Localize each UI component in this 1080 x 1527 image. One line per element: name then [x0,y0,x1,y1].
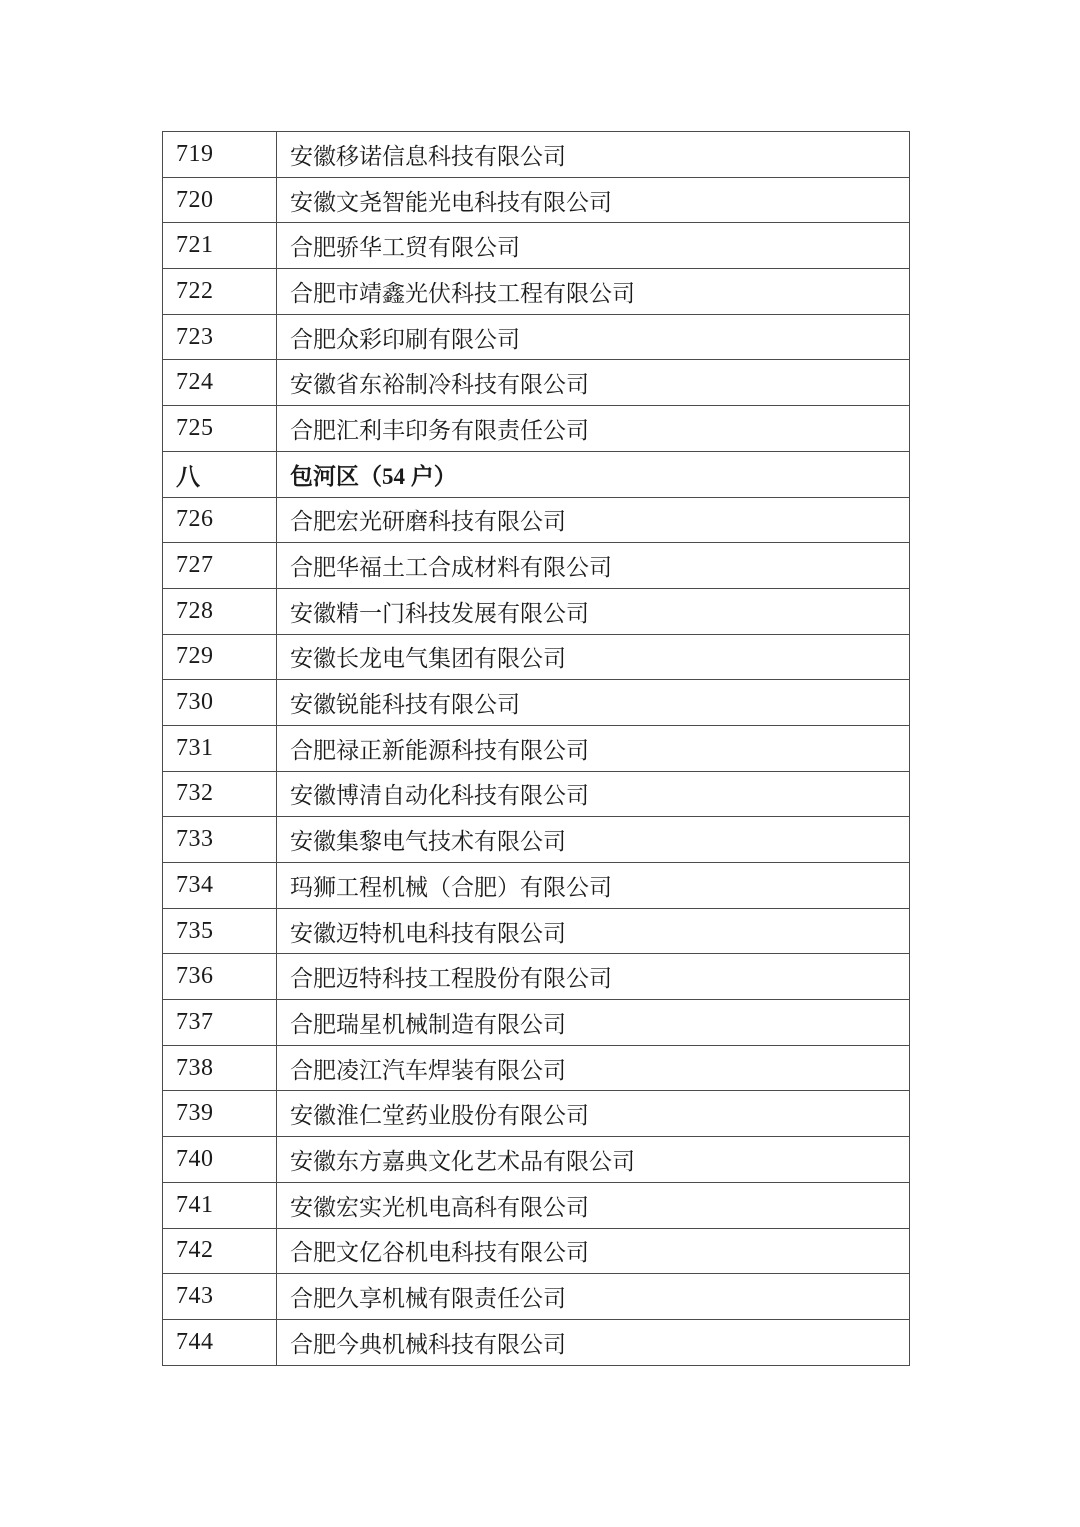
company-table-body [163,132,910,1366]
table-row [163,1319,910,1365]
row-number-cell: 741 [163,1182,277,1228]
table-row [163,1091,910,1137]
row-number-cell: 725 [163,406,277,452]
table-row [163,269,910,315]
row-number-cell: 719 [163,132,277,178]
table-row [163,634,910,680]
company-name-cell: 合肥久享机械有限责任公司 [277,1274,910,1320]
table-row [163,1228,910,1274]
table-row [163,543,910,589]
section-header-row [163,451,910,497]
company-name-cell: 安徽淮仁堂药业股份有限公司 [277,1091,910,1137]
row-number-cell: 743 [163,1274,277,1320]
table-row [163,406,910,452]
table-row [163,863,910,909]
table-row [163,1182,910,1228]
table-row [163,497,910,543]
company-name-cell: 合肥禄正新能源科技有限公司 [277,725,910,771]
company-name-cell: 包河区（54 户） [277,451,910,497]
table-row [163,954,910,1000]
company-name-cell: 合肥今典机械科技有限公司 [277,1319,910,1365]
row-number-cell: 733 [163,817,277,863]
company-name-cell: 合肥市靖鑫光伏科技工程有限公司 [277,269,910,315]
row-number-cell: 735 [163,908,277,954]
table-row [163,771,910,817]
table-row [163,588,910,634]
table-row [163,817,910,863]
row-number-cell: 730 [163,680,277,726]
row-number-cell: 732 [163,771,277,817]
table-row [163,680,910,726]
row-number-cell: 739 [163,1091,277,1137]
row-number-cell: 八 [163,451,277,497]
row-number-cell: 723 [163,314,277,360]
company-name-cell: 合肥华福土工合成材料有限公司 [277,543,910,589]
company-name-cell: 安徽文尧智能光电科技有限公司 [277,177,910,223]
row-number-cell: 736 [163,954,277,1000]
company-name-cell: 玛狮工程机械（合肥）有限公司 [277,863,910,909]
row-number-cell: 738 [163,1045,277,1091]
row-number-cell: 728 [163,588,277,634]
company-name-cell: 安徽博清自动化科技有限公司 [277,771,910,817]
row-number-cell: 744 [163,1319,277,1365]
company-name-cell: 安徽集黎电气技术有限公司 [277,817,910,863]
row-number-cell: 734 [163,863,277,909]
table-row [163,360,910,406]
company-list-table [162,131,910,1366]
row-number-cell: 726 [163,497,277,543]
row-number-cell: 740 [163,1137,277,1183]
table-row [163,1137,910,1183]
row-number-cell: 724 [163,360,277,406]
company-name-cell: 合肥迈特科技工程股份有限公司 [277,954,910,1000]
company-name-cell: 合肥汇利丰印务有限责任公司 [277,406,910,452]
company-name-cell: 合肥瑞星机械制造有限公司 [277,1000,910,1046]
row-number-cell: 722 [163,269,277,315]
table-row [163,314,910,360]
row-number-cell: 721 [163,223,277,269]
row-number-cell: 729 [163,634,277,680]
company-name-cell: 安徽移诺信息科技有限公司 [277,132,910,178]
company-name-cell: 安徽锐能科技有限公司 [277,680,910,726]
table-row [163,1045,910,1091]
table-row [163,1274,910,1320]
row-number-cell: 737 [163,1000,277,1046]
row-number-cell: 731 [163,725,277,771]
table-row [163,1000,910,1046]
company-name-cell: 安徽精一门科技发展有限公司 [277,588,910,634]
company-name-cell: 安徽长龙电气集团有限公司 [277,634,910,680]
company-name-cell: 安徽省东裕制冷科技有限公司 [277,360,910,406]
table-row [163,223,910,269]
table-row [163,177,910,223]
company-name-cell: 合肥众彩印刷有限公司 [277,314,910,360]
company-name-cell: 合肥骄华工贸有限公司 [277,223,910,269]
company-name-cell: 合肥凌江汽车焊装有限公司 [277,1045,910,1091]
row-number-cell: 720 [163,177,277,223]
table-row [163,725,910,771]
company-name-cell: 安徽迈特机电科技有限公司 [277,908,910,954]
company-name-cell: 合肥宏光研磨科技有限公司 [277,497,910,543]
row-number-cell: 727 [163,543,277,589]
table-row [163,908,910,954]
company-name-cell: 安徽宏实光机电高科有限公司 [277,1182,910,1228]
company-name-cell: 安徽东方嘉典文化艺术品有限公司 [277,1137,910,1183]
row-number-cell: 742 [163,1228,277,1274]
table-row [163,132,910,178]
company-name-cell: 合肥文亿谷机电科技有限公司 [277,1228,910,1274]
